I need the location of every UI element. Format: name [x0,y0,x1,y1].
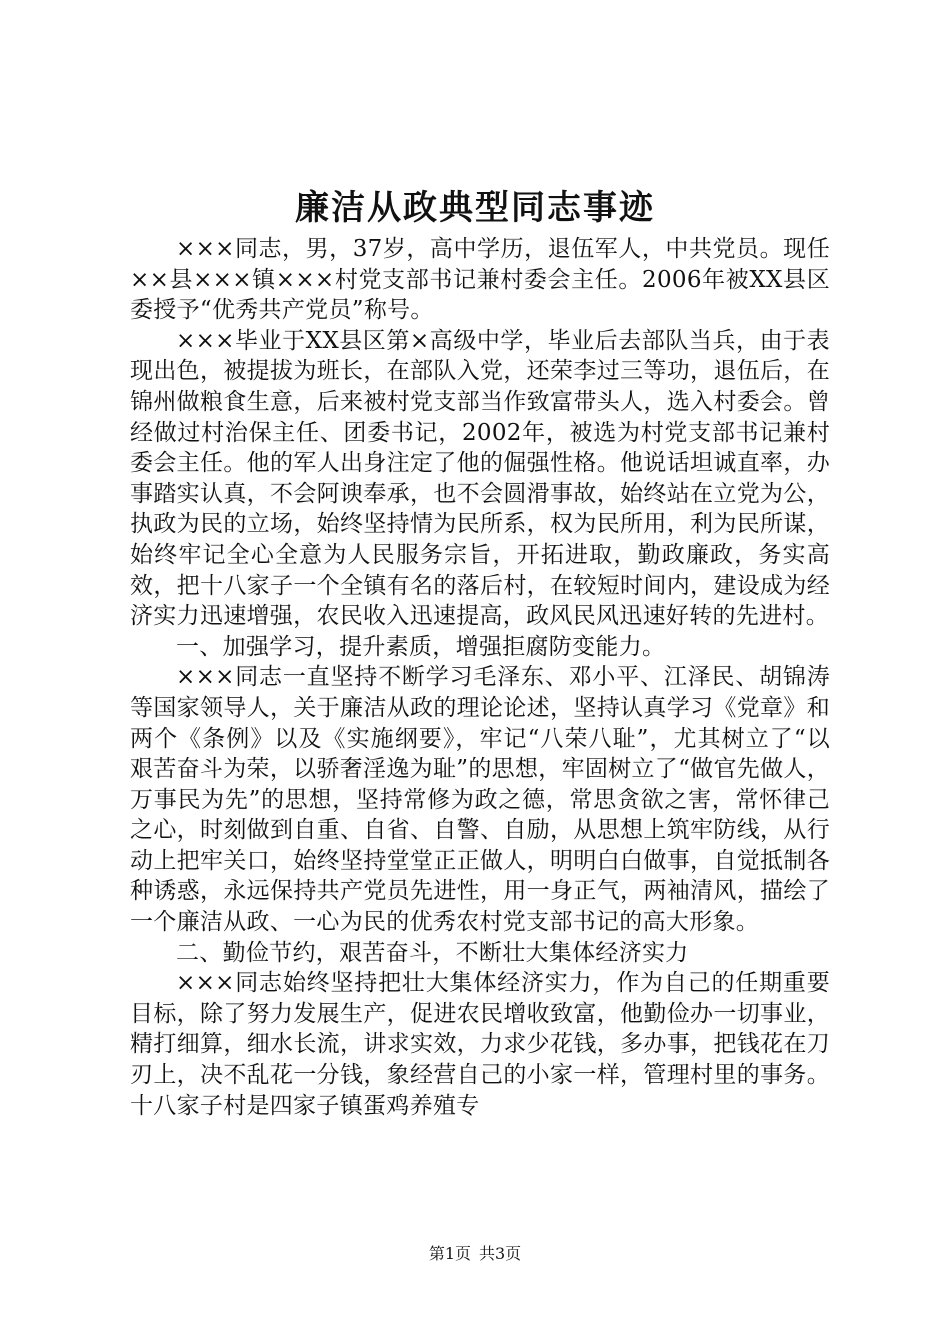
document-body [130,234,830,1121]
page-total: 共3页 [479,1244,522,1263]
paragraph-study: ×××同志一直坚持不断学习毛泽东、邓小平、江泽民、胡锦涛等国家领导人，关于廉洁从政的理论论述，坚持认真学习《党章》和两个《条例》以及《实施纲要》，牢记“八荣八耻”，尤其树立了“以艰苦奋斗为荣，以骄奢淫逸为耻”的思想，牢固树立了“做官先做人，万事民为先”的思想，坚持常修为政之德，常思贪欲之害，常怀律己之心，时刻做到自重、自省、自警、自励，从思想上筑牢防线，从行动上把牢关口，始终坚持堂堂正正做人，明明白白做事，自觉抵制各种诱惑，永远保持共产党员先进性，用一身正气，两袖清风，描绘了一个廉洁从政、一心为民的优秀农村党支部书记的高大形象。 [130,664,830,936]
page-footer [0,1243,950,1265]
section-heading-2: 二、勤俭节约，艰苦奋斗，不断壮大集体经济实力 [176,939,689,966]
section-heading-1: 一、加强学习，提升素质，增强拒腐防变能力。 [176,633,666,660]
paragraph-background: ×××毕业于XX县区第×高级中学，毕业后去部队当兵，由于表现出色，被提拔为班长，在部队入党，还荣李过三等功，退伍后，在锦州做粮食生意，后来被村党支部当作致富带头人，选入村委会。曾经做过村治保主任、团委书记，2002年，被选为村党支部书记兼村委会主任。他的军人出身注定了他的倔强性格。他说话坦诚直率，办事踏实认真，不会阿谀奉承，也不会圆滑事故，始终站在立党为公，执政为民的立场，始终坚持情为民所系，权为民所用，利为民所谋，始终牢记全心全意为人民服务宗旨，开拓进取，勤政廉政，务实高效，把十八家子一个全镇有名的落后村，在较短时间内，建设成为经济实力迅速增强，农民收入迅速提高，政风民风迅速好转的先进村。 [130,327,830,630]
paragraph-economy: ×××同志始终坚持把壮大集体经济实力，作为自己的任期重要目标，除了努力发展生产，促进农民增收致富，他勤俭办一切事业，精打细算，细水长流，讲求实效，力求少花钱，多办事，把钱花在刀刃上，决不乱花一分钱，象经营自己的小家一样，管理村里的事务。十八家子村是四家子镇蛋鸡养殖专 [130,970,830,1119]
document-title: 廉洁从政典型同志事迹 [295,188,655,228]
page-number: 第1页 [428,1244,471,1263]
paragraph-intro: ×××同志，男，37岁，高中学历，退伍军人，中共党员。现任××县×××镇×××村党支部书记兼村委会主任。2006年被XX县区委授予“优秀共产党员”称号。 [130,236,830,324]
